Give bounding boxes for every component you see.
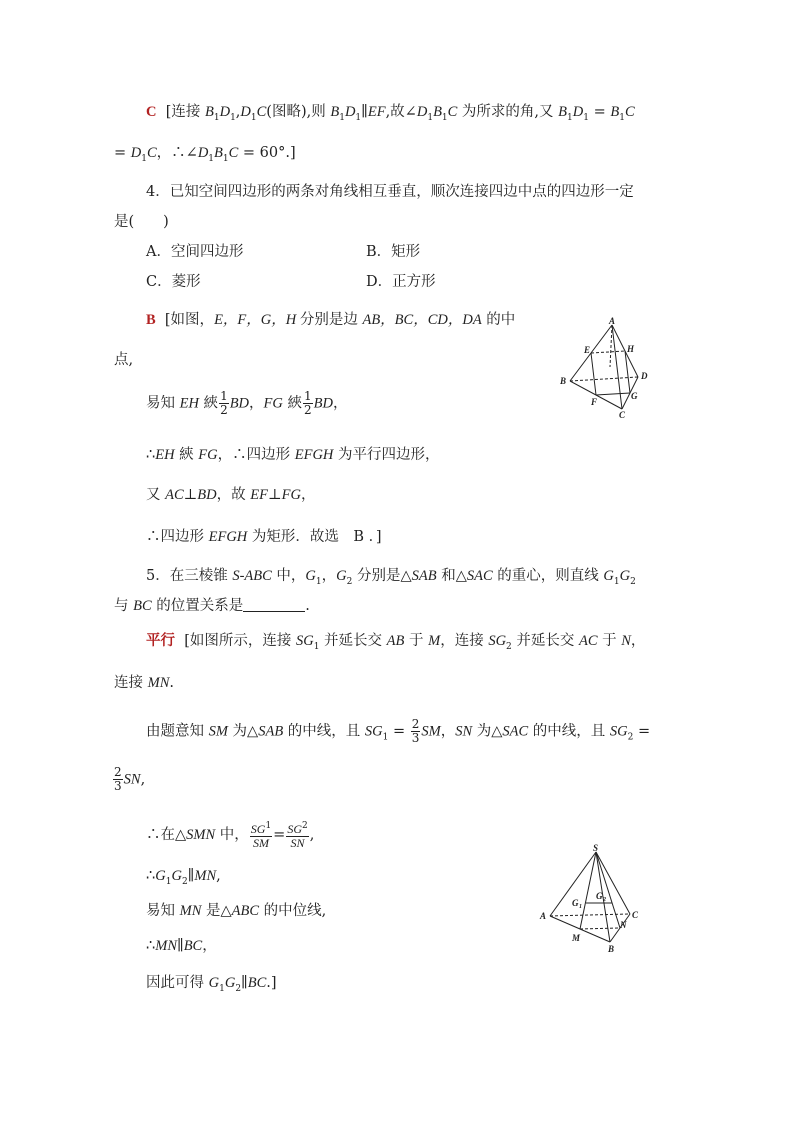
label-B: B [560,376,567,386]
label-D: D [641,371,648,381]
q5-solution-line-9: 因此可得 $G_1G_2\parallel BC$.] [146,975,277,994]
label-G2-sub: 2 [603,897,606,903]
q4-option-b: B．矩形 [366,244,421,260]
label-S: S [593,843,599,853]
q4-option-c: C．菱形 [146,274,201,290]
q4-solution-line-4: ∴EH 綊 FG，∴四边形 EFGH 为平行四边形， [146,447,440,463]
fraction-two-thirds: $\frac{2}{3}$ [114,765,122,793]
q4-stem-line-2: 是( ) [114,214,169,230]
q3-solution-line-1: C [连接 $B_1D_1,D_1C$(图略),则 $B_1D_1\parallel EF$,故$\angle D_1B_1C$ 为所求的角,又 $B_1D_1 = B_1C$ [146,104,635,123]
label-G1: G [572,898,579,908]
label-B: B [608,944,615,954]
q4-solution-line-1: B [如图，E，F，G，H 分别是边 AB，BC，CD，DA 的中 [146,312,516,328]
label-G: G [631,391,638,401]
fraction-one-half: $\frac{1}{2}$ [304,389,312,417]
label-G2: G [596,891,603,901]
q5-solution-line-2: 连接 MN. [114,675,174,691]
answer-blank [243,597,305,612]
label-F: F [591,397,598,407]
q4-solution-line-6: ∴四边形 EFGH 为矩形．故选 B ．] [146,529,382,545]
q4-solution-line-3: 易知 EH 綊 $\frac{1}{2}$ BD，FG 綊 $\frac{1}{2}$ BD， [146,389,348,417]
fraction-two-thirds: $\frac{2}{3}$ [411,717,420,745]
q5-solution-line-1: 平行 [如图所示，连接 $SG_1$ 并延长交 AB 于 M，连接 $SG_2$ 并延长交 AC 于 N， [146,633,646,652]
q5-pyramid-figure [536,842,646,957]
q5-answer-text: 平行 [146,633,175,649]
label-C: C [619,410,626,420]
q5-stem-line-2: 与 BC 的位置关系是 . [114,598,310,614]
fraction-sg1-over-sm: $\frac{SG^1}{SM}$ [250,821,272,850]
q5-solution-line-7: 易知 MN 是△ABC 的中位线, [146,903,327,919]
q3-answer-letter: C [146,104,157,120]
label-H: H [627,344,635,354]
label-A: A [609,316,616,326]
q4-stem-line-1: 4．已知空间四边形的两条对角线相互垂直，顺次连接四边中点的四边形一定 [146,184,634,200]
q4-solution-line-5: 又 AC⊥BD，故 EF⊥FG， [146,487,316,503]
q5-solution-line-5: ∴在△SMN 中， $\frac{SG^1}{SM}$ = $\frac{SG^2}{SN}$ , [146,821,315,850]
label-M: M [572,933,581,943]
q5-solution-line-4: $\frac{2}{3}$ SN, [114,765,146,793]
q3-solution-line-2: = $D_1C$，$\therefore\angle D_1B_1C = 60^\circ$.] [114,145,296,164]
q5-solution-line-6: $\therefore G_1G_2\parallel MN$, [146,868,221,887]
label-E: E [584,345,591,355]
q5-stem-line-1: 5．在三棱锥 S-ABC 中，$G_1$，$G_2$ 分别是△SAB 和△SAC 的重心，则直线 $G_1G_2$ [146,568,636,587]
label-A: A [540,911,547,921]
q5-solution-line-8: ∴MN∥BC， [146,938,217,954]
label-N: N [620,920,627,930]
q4-option-a: A．空间四边形 [146,244,244,260]
q4-answer-letter: B [146,312,156,328]
q4-solution-line-2: 点, [114,352,134,368]
fraction-sg2-over-sn: $\frac{SG^2}{SN}$ [287,821,308,850]
q4-tetrahedron-figure [560,315,660,420]
q4-option-d: D．正方形 [366,274,436,290]
q5-solution-line-3: 由题意知 SM 为△SAB 的中线，且 $SG_1$ = $\frac{2}{3}$ SM，SN 为△SAC 的中线，且 $SG_2$ = [146,717,651,745]
label-C: C [632,910,639,920]
fraction-one-half: $\frac{1}{2}$ [220,389,228,417]
label-G1-sub: 1 [579,904,582,910]
